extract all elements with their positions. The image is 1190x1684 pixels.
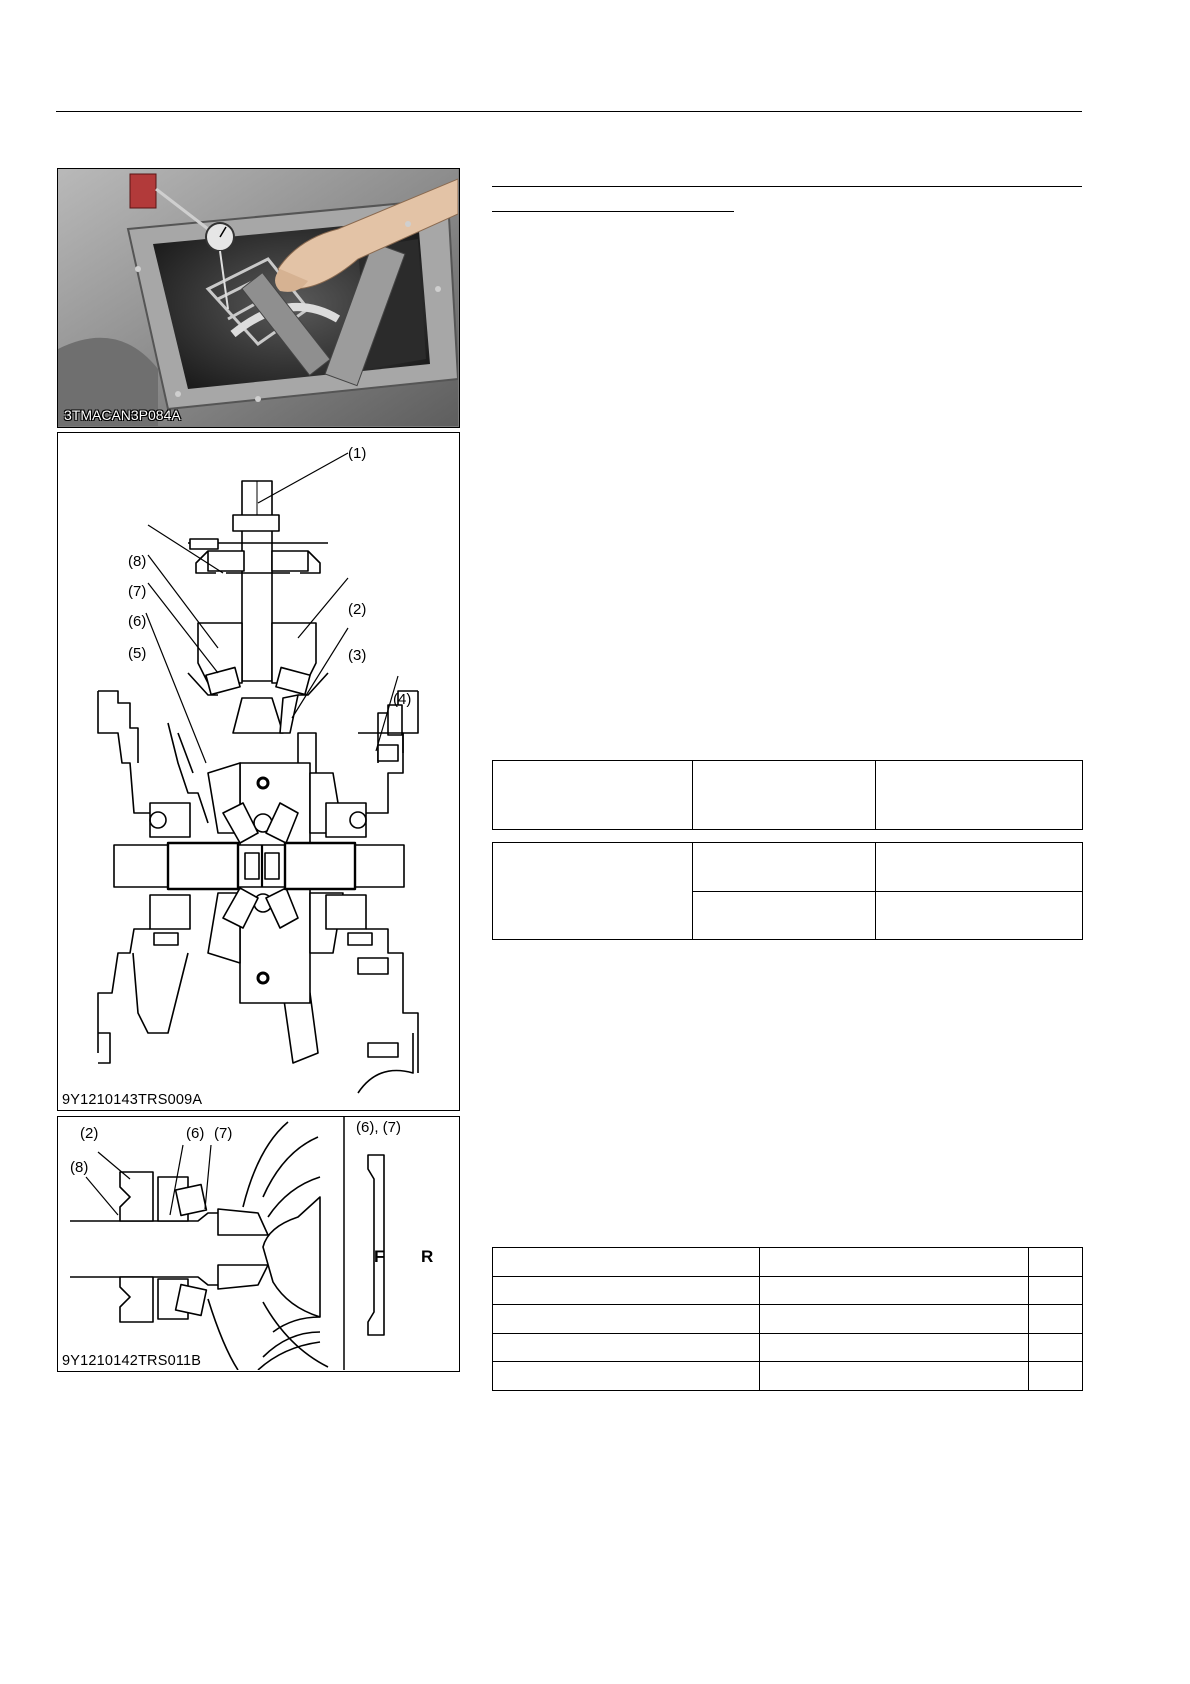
section-title-rule (492, 186, 1082, 187)
detail-callout-7: (7) (214, 1125, 233, 1142)
gear-case-photo (58, 169, 458, 426)
table-row (493, 1362, 1083, 1391)
differential-section-drawing (58, 433, 458, 1109)
table-cell (493, 843, 693, 940)
callout-4: (4) (393, 691, 412, 708)
callout-7: (7) (128, 583, 147, 600)
table-row (493, 1248, 1083, 1277)
pinion-shim-detail-drawing (58, 1117, 458, 1370)
table-cell (493, 1362, 760, 1391)
table-cell (760, 1333, 1029, 1362)
photo-figure (57, 168, 460, 428)
table-cell (693, 891, 876, 940)
detail-diagram-caption: 9Y1210142TRS011B (62, 1353, 202, 1369)
table-cell (1029, 1305, 1083, 1334)
table-cell (493, 1333, 760, 1362)
table-cell (1029, 1276, 1083, 1305)
table-row (493, 1333, 1083, 1362)
table-cell (493, 1305, 760, 1334)
detail-callout-8: (8) (70, 1159, 89, 1176)
callout-1: (1) (348, 445, 367, 462)
callout-8: (8) (128, 553, 147, 570)
shim-rear-label: R (421, 1247, 434, 1266)
table-cell (1029, 1362, 1083, 1391)
spec-table-2 (492, 842, 1083, 940)
callout-5: (5) (128, 645, 147, 662)
table-row (493, 761, 1083, 830)
photo-caption: 3TMACAN3P084A (64, 407, 181, 423)
detail-callout-2: (2) (80, 1125, 99, 1142)
callout-3: (3) (348, 647, 367, 664)
table-cell (760, 1248, 1029, 1277)
table-cell (493, 1248, 760, 1277)
table-row (493, 843, 1083, 892)
section-diagram-caption: 9Y1210143TRS009A (62, 1092, 203, 1108)
table-row (493, 1305, 1083, 1334)
table-cell (493, 1276, 760, 1305)
callout-6: (6) (128, 613, 147, 630)
table-cell (876, 761, 1083, 830)
table-cell (493, 761, 693, 830)
table-cell (876, 843, 1083, 892)
detail-diagram (57, 1116, 460, 1372)
table-cell (760, 1305, 1029, 1334)
section-diagram (57, 432, 460, 1111)
table-cell (760, 1276, 1029, 1305)
shim-title: (6), (7) (356, 1119, 401, 1136)
detail-callout-6: (6) (186, 1125, 205, 1142)
callout-2: (2) (348, 601, 367, 618)
table-cell (876, 891, 1083, 940)
table-row (493, 1276, 1083, 1305)
table-cell (1029, 1333, 1083, 1362)
section-subtitle-rule (492, 211, 734, 212)
spec-table-1 (492, 760, 1083, 830)
table-cell (693, 761, 876, 830)
shim-table (492, 1247, 1083, 1391)
header-rule (56, 111, 1082, 112)
table-cell (760, 1362, 1029, 1391)
table-cell (693, 843, 876, 892)
shim-front-label: F (374, 1247, 385, 1266)
table-cell (1029, 1248, 1083, 1277)
